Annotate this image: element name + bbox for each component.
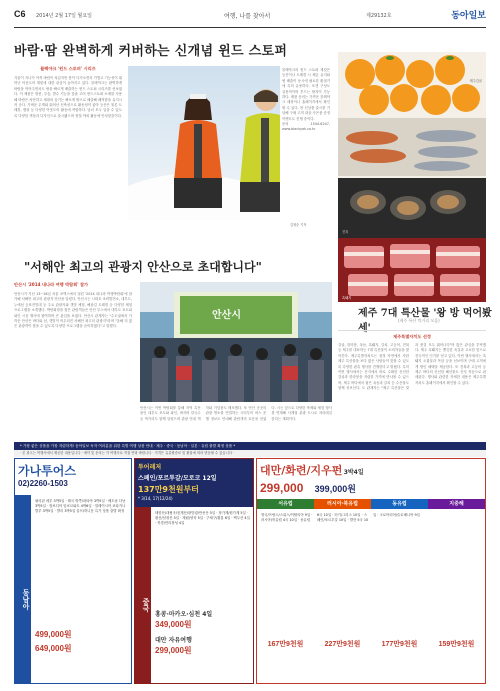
article1-col-footer: 문의 1544-6247, www.blackyak.co.kr	[282, 122, 330, 132]
article1-col-body: 블랙야크의 윈드 스토퍼 재킷은 등산이나 트레킹 시 체온 유지와 땀 배출이 동시에 필요한 환절기에 특히 유용하다. 포켓 구성도 실용적이며 후드는 탈착이 가능하다. 제품 문의는 가까운 블랙야크 매장이나 홈페이지에서 확인할 수 있다. 봄 신상품 출시를 기념해 구매 고객 대상 사은품 증정 이벤트도 진행 중이다.	[282, 68, 330, 121]
article3-headline: 제주 7대 특산물 '왕 방 먹어봤세'	[358, 308, 492, 334]
ad3-price-med: 159만9천원	[438, 641, 475, 648]
article2-subhead: 안산시 '2014 내나라 여행 박람회' 참가	[14, 282, 89, 287]
issue-date: 2014년 2월 17일 월요일	[36, 13, 93, 19]
ad3-tab-west-europe[interactable]: 서유럽	[257, 499, 314, 509]
article1-headline: 바람·땀 완벽하게 커버하는 신개념 윈드 스토퍼	[14, 44, 288, 59]
ad2-category: 중국	[135, 507, 151, 683]
ad3-tab-russia[interactable]: 러시아·북유럽	[314, 499, 371, 509]
caption-abalone: 전복	[342, 230, 349, 234]
caption-pork: 흑돼지	[342, 296, 352, 300]
article3-body-2: 제주 흑돼지는 쫄깃한 육질과 고소한 맛으로 전국적인 인기를 얻고 있다. 이번 행사에서는 흑돼지 오겹살과 목살 등을 선보이며 구매 고객에게 할인 혜택을 제공한다. 또 전복과 고등어 등 제주 바다의 신선한 해산물도 산지 직송으로 판매된다. 행사와 관련한 자세한 내용은 제주특별자치도 홈페이지에서 확인할 수 있다.	[415, 348, 486, 385]
ad2-date: * 3/14, 17(12/24)	[138, 496, 173, 501]
ad1-body: 필리핀 세부 3박5일 · 태국 방콕/파타야 3박5일 · 베트남 다낭 3박5일 · 캄보디아 앙코르와트 4박6일 · 말레이시아 코타키나발루 3박5일 · 발리 3박5일 골프/허니문 특가 상품 출발 확정	[35, 499, 126, 513]
article2-headline: "서해안 최고의 관광지 안산으로 초대합니다"	[24, 260, 262, 274]
ad1-brand: 가나투어스	[18, 464, 76, 478]
ad2-sub2-price: 299,000원	[155, 646, 192, 655]
article3-body-1: 감귤, 한라봉, 옥돔, 흑돼지, 갈치, 고등어, 전복 등 제주를 대표하는 7대 특산물이 소비자들을 찾아간다. 제주특별자치도는 청정 자연에서 자란 제주 특산물을 보다 많은 사람들이 맛볼 수 있도록 다양한 판촉 행사를 진행한다고 밝혔다. 특히 이번 행사에서는 산지에서 바로 수확한 신선한 감귤과 한라봉을 저렴한 가격에 만나볼 수 있으며, 제주 바다에서 잡은 옥돔과 갈치 등 수산물도 함께 선보인다. 도 관계자는 "제주 특산물은 맛과 품질 모두 뛰어나다"며 많은 관심을 부탁했다.	[338, 343, 486, 391]
page-number: C6	[14, 9, 26, 19]
ad1-price-1: 499,000원	[35, 630, 72, 639]
article1-subhead: 블랙야크 '윈드 스토퍼' 시리즈	[40, 66, 96, 71]
expo-booth-photo	[140, 282, 332, 402]
newspaper-logo: 동아일보	[451, 11, 486, 21]
article3-title: 제주특별자치도 선정	[393, 334, 431, 339]
travel-ad-europe[interactable]	[256, 458, 486, 684]
ad3-price-row	[257, 639, 485, 649]
page-header	[14, 8, 486, 28]
ad3-tab-mediterranean[interactable]: 지중해	[428, 499, 485, 509]
ad3-days: 3박4일	[343, 469, 364, 476]
section-title: 여행, 나를 찾아서	[224, 13, 271, 20]
ad3-tab-east-europe[interactable]: 동유럽	[371, 499, 428, 509]
black-pork-photo	[338, 238, 486, 302]
ad3-title: 대만/화련/지우펀	[260, 464, 343, 477]
ad1-category: 동남아	[15, 495, 31, 683]
article2-body: 안산시가 지난 13~16일 서울 코엑스에서 열린 '2014 내나라 여행박람회'에 참가해 서해안 최고의 관광지 안산을 알렸다. 안산시는 시화호 조력발전소, 대부도, 누에섬 등표전망대 등 주요 관광지와 갯벌 체험, 해솔길 트레킹 등 다양한 체험 프로그램을 소개했다. 박람회장을 찾은 관람객들은 안산 부스에서 대부도 포도와 와인 시음 행사에 참여하며 큰 관심을 보였다. 안산시 관계자는 "수도권에서 가까운 안산은 바다와 섬, 갯벌이 어우러진 서해안 최고의 관광지"라며 "올해 더 많은 관광객이 찾을 수 있도록 다양한 프로그램을 준비하겠다"고 말했다.	[14, 292, 132, 329]
article1-byline: 김정순 기자	[290, 223, 307, 227]
article2-body-continued: 안산시는 이번 박람회를 통해 지역 특산물인 대부도 포도와 와인, 바지락 칼국수 등 먹거리도 함께 알렸으며 관광 안내 책자와 기념품도 배포했다. 또 안산 곳곳의 관광 명소를 연결하는 시티투어 버스 운행 정보도 안내해 관람객의 호응을 얻었다. 시는 앞으로 다양한 축제와 체험 행사를 연계해 사계절 관광 도시로 자리매김한다는 계획이다.	[140, 406, 332, 421]
article1-body: 겨울이 지나가 아직 바람이 차갑지만 봄이 다가오면서 가볍고 기능성이 뛰어난 아웃도어 재킷에 대한 관심이 높아지고 있다. 블랙야크는 완벽하게 바람을 막아주면서도 땀을 빠르게 배출하는 윈드 스토퍼 시리즈를 선보였다. 이 제품은 방풍, 투습, 발수 기능을 갖춘 고어 윈드스토퍼 소재를 사용해 바람은 차단하고 체내의 습기는 빠르게 밖으로 배출해 쾌적함을 유지시켜 준다. 가벼운 무게와 뛰어난 신축성으로 활동성이 좋아 등산은 물론 트레킹, 캠핑 등 다양한 아웃도어 활동에 적합하다. 남녀 모두 입을 수 있도록 다양한 색상과 디자인으로 출시됐으며 봄철 야외 활동에 안성맞춤이다.	[14, 76, 122, 118]
ad2-brand: 투어레저	[138, 464, 162, 471]
ad2-price: 137만9천원부터	[138, 485, 199, 494]
article3-body	[338, 343, 486, 439]
travel-ad-tourleisure[interactable]	[134, 458, 254, 684]
ad-notice-strip: · 본 광고는 여행사에서 제공한 내용입니다 · 예약 및 문의는 각 여행사로 직접 연락 바랍니다 · 가격은 유류할증료 및 환율에 따라 변동될 수 있습니다 ·	[14, 450, 486, 457]
jeju-produce-photo	[338, 52, 486, 238]
ad3-price-west: 167만9천원	[267, 641, 304, 648]
ad3-price-russia: 227만9천원	[324, 641, 361, 648]
ad2-sub: 홍콩·마카오·심천 4일	[155, 611, 213, 618]
ad2-sub-price: 349,000원	[155, 620, 192, 629]
issue-number: 제29132호	[366, 13, 392, 19]
ad3-price: 299,000	[260, 481, 304, 495]
article3-subhead: (제주 특산 먹거리 모음)	[398, 318, 440, 323]
article3-body-block	[338, 330, 486, 438]
ad2-body: 태항산/대협곡/천계산/왕망령/만선산 5일 · 장가계/원가계 5일 · 황산/삼청산 5일 · 계림/양삭 5일 · 구채구/황룡 6일 · 백두산 4일 · 북경/만리장성 4일	[155, 511, 250, 525]
ad3-price-2: 399,000원	[314, 484, 356, 494]
ad-banner-strip: * 가장 좋은 상품을 가장 저렴하게! 동아일보 독자 여러분을 위한 특별 여행 상품 안내 · 제주 · 중국 · 동남아 · 일본 · 유럽 출발 확정 상품 *	[14, 442, 486, 450]
ad1-price-2: 649,000원	[35, 644, 72, 653]
ad1-phone: 02)2260-1503	[18, 479, 68, 488]
ad3-region-tabs	[257, 499, 485, 509]
ad2-title: 스페인/포르투갈/모로코 12일	[138, 475, 217, 482]
travel-ad-ganatours[interactable]	[14, 458, 132, 684]
article1-side-column	[280, 66, 332, 220]
caption-tangerine: 제주감귤	[469, 79, 482, 83]
booth-sign: 안산시	[212, 310, 241, 321]
ad3-price-east: 177만9천원	[381, 641, 418, 648]
ad2-sub2: 대만 자유여행	[155, 637, 192, 644]
ad3-body: 영국/프랑스/스위스/이탈리아 9일 · 러시아/북유럽 4국 10일 · 동유럽 6국 10일 · 터키/그리스 10일 · 스페인/포르투갈 10일 · 발칸 5국 10일 · 크로아티아/슬로베니아 9일	[261, 513, 420, 522]
